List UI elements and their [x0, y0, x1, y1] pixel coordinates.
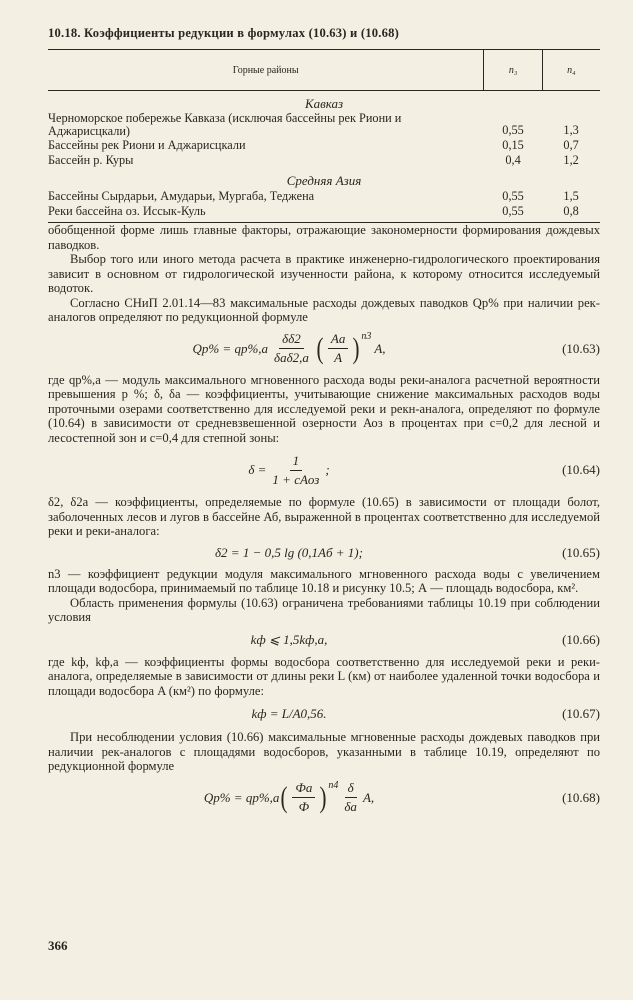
- paragraph-3: Согласно СНиП 2.01.14—83 максимальные расходы дождевых паводков Qp% при наличии рек-аналогов определяют по редукционной формуле: [48, 295, 600, 324]
- group-title: Средняя Азия: [286, 173, 362, 188]
- header-regions: Горные районы: [48, 50, 484, 91]
- paragraph-6: n3 — коэффициент редукции модуля максимального мгновенного расхода воды с увеличением площади водосбора, принимаемый по таблице 10.18 и рисунку 10.5; А — площадь водосбора, км².: [48, 566, 600, 595]
- equation-number: (10.65): [562, 544, 600, 560]
- header-n4: n₄: [542, 50, 600, 91]
- equation-number: (10.64): [562, 462, 600, 477]
- paragraph-7: Область применения формулы (10.63) ограничена требованиями таблицы 10.19 при соблюдении условия: [48, 595, 600, 624]
- equation-number: (10.66): [562, 631, 600, 647]
- coefficients-table: [48, 49, 600, 223]
- equation-number: (10.68): [562, 789, 600, 805]
- formula-10-63: Qp% = qp%,а $\frac{\delta\delta 2}{\text{δаδ2,а}}$ ( $\frac{Aа}{A}$ ) $^{n3}$ A, (10.63): [192, 330, 600, 365]
- formula-10-65: δ2 = 1 − 0,5 lg (0,1Aб + 1); (10.65): [215, 544, 600, 560]
- paragraph-5: δ2, δ2а — коэффициенты, определяемые по формуле (10.65) в зависимости от площади болот, заболоченных лесов и лугов в бассейне Аб, выраженной в процентах соответственно для исследуемой реки и реки-аналога:: [48, 495, 600, 538]
- paragraph-1: обобщенной форме лишь главные факторы, отражающие закономерности формирования дождевых паводков.: [48, 223, 600, 252]
- table-row: Бассейн р. Куры 0,4 1,2: [48, 153, 579, 167]
- header-n3: n₃: [484, 50, 542, 91]
- table-caption: 10.18. Коэффициенты редукции в формулах (10.63) и (10.68): [48, 26, 399, 40]
- table-row: Реки бассейна оз. Иссык-Куль 0,55 0,8: [48, 204, 600, 223]
- paragraph-4: где qp%,а — модуль максимального мгновенного расхода воды реки-аналога расчетной вероятности превышения p %; δ, δа — коэффициенты, учитывающие снижение максимальных расходов воды проточными озерами соответственно для исследуемой реки и рекн-аналога, определяют по формуле (10.64) в зависимости от средневзвешенной озерности Аоз в процентах при c=0,2 для лесной и лесостепной зон и c=0,4 для степной зоны:: [48, 372, 600, 445]
- equation-number: (10.63): [562, 340, 600, 356]
- table-row: Бассейны Сырдарьи, Амударьи, Мургаба, Теджена 0,55 1,5: [48, 189, 579, 203]
- formula-10-67: kф = L/A0,56. (10.67): [251, 706, 600, 721]
- page-number: 366: [48, 938, 68, 953]
- formula-10-66: kф ⩽ 1,5kф,а, (10.66): [250, 631, 600, 647]
- formula-10-64: δ = $\frac{1}{\text{1 + cAоз}}$ ; (10.64): [248, 452, 600, 487]
- equation-number: (10.67): [562, 706, 600, 721]
- formula-10-68: Qp% = qp%,а ( $\frac{Фа}{Ф}$ ) $^{n4}$ $\frac{\delta}{\delta а}$ A, (10.68): [203, 779, 600, 814]
- table-row: Бассейны рек Риони и Аджарисцкали 0,15 0,7: [48, 138, 579, 152]
- paragraph-2: Выбор того или иного метода расчета в практике инженерно-гидрологического проектирования зависит в основном от гидрологической изученности района, к которому относится исследуемый водоток.: [48, 252, 600, 295]
- paragraph-8: где kф, kф,а — коэффициенты формы водосбора соответственно для исследуемой реки и реки-аналога, определяемые в зависимости от длины реки L (км) от наиболее удаленной точки водосбора и площади водосбора A (км²) по формуле:: [48, 654, 600, 698]
- table-row: Черноморское побережье Кавказа (исключая бассейны рек Риони и Аджарисцкали) 0,55 1,3: [48, 111, 579, 138]
- page: [48, 26, 600, 822]
- paragraph-9: При несоблюдении условия (10.66) максимальные мгновенные расходы дождевых паводков при наличии рек-аналогов с площадями водосборов, указанными в таблице 10.19, определяют по редукционной формуле: [48, 730, 600, 773]
- group-title: Кавказ: [304, 96, 344, 111]
